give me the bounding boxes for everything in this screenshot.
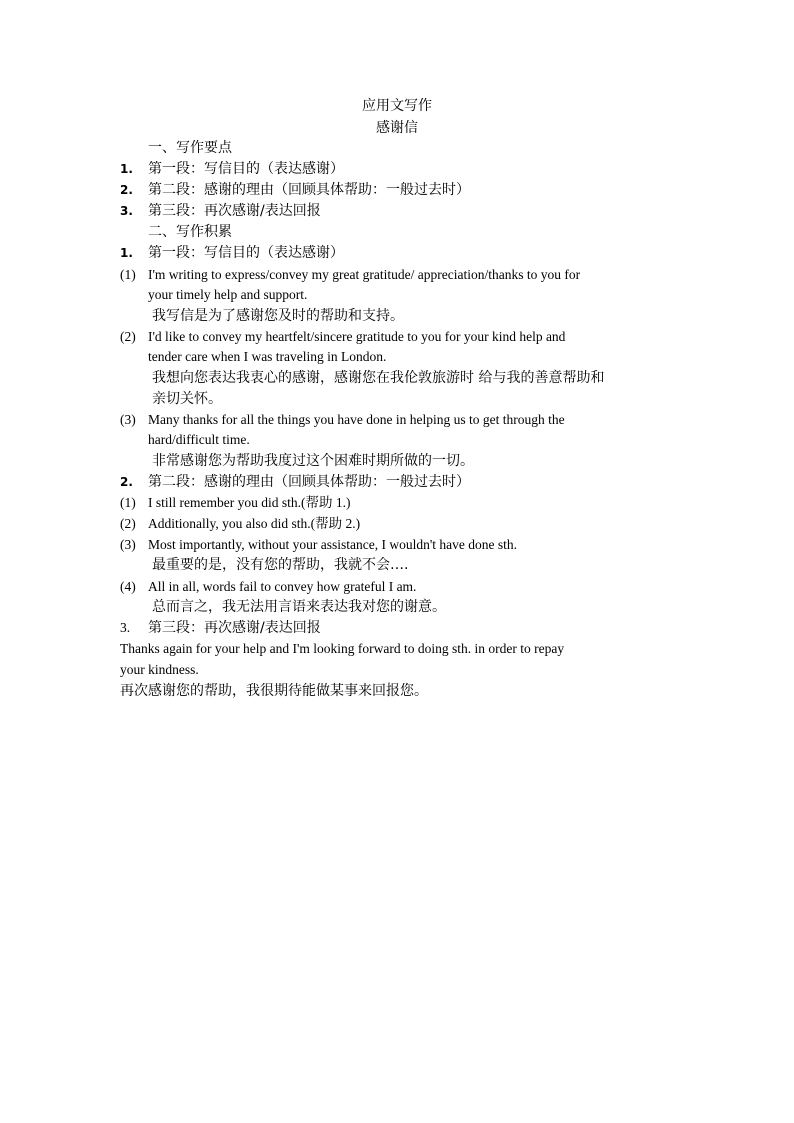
- para3-number: 3.: [120, 620, 131, 635]
- para2-sentence2-english: Additionally, you also did sth.(帮助 2.): [148, 516, 361, 531]
- section1-item2-number: 2.: [120, 183, 133, 197]
- para2-sentence4-number: (4): [120, 579, 136, 594]
- para1-sentence2-english-line1: I'd like to convey my heartfelt/sincere gratitude to you for your kind help and: [148, 329, 566, 344]
- para3-title: 第三段：再次感谢/表达回报: [148, 620, 321, 636]
- section1-item3-number: 3.: [120, 204, 133, 218]
- para3-english-line2: your kindness.: [120, 662, 199, 677]
- para1-sentence1-number: (1): [120, 267, 136, 282]
- para1-sentence1-english-line2: your timely help and support.: [148, 287, 308, 302]
- para1-number: 1.: [120, 246, 133, 260]
- para1-sentence2-number: (2): [120, 329, 136, 344]
- para3-chinese: 再次感谢您的帮助，我很期待能做某事来回报您。: [120, 683, 428, 699]
- para1-sentence1-english-line1: I'm writing to express/convey my great gratitude/ appreciation/thanks to you for: [148, 267, 581, 282]
- para2-sentence4-english: All in all, words fail to convey how grateful I am.: [148, 579, 417, 594]
- para2-sentence3-english: Most importantly, without your assistance, I wouldn't have done sth.: [148, 537, 518, 552]
- para2-title: 第二段：感谢的理由（回顾具体帮助：一般过去时）: [148, 474, 470, 490]
- para1-sentence3-chinese: 非常感谢您为帮助我度过这个困难时期所做的一切。: [152, 453, 474, 469]
- para1-sentence3-english-line1: Many thanks for all the things you have done in helping us to get through the: [148, 412, 565, 427]
- document-title: 应用文写作: [362, 98, 432, 114]
- para3-english-line1: Thanks again for your help and I'm looking forward to doing sth. in order to repay: [120, 641, 565, 656]
- para2-sentence1-english: I still remember you did sth.(帮助 1.): [148, 495, 351, 510]
- para2-sentence4-chinese: 总而言之，我无法用言语来表达我对您的谢意。: [152, 599, 446, 615]
- para2-sentence3-number: (3): [120, 537, 136, 552]
- para1-sentence3-english-line2: hard/difficult time.: [148, 432, 250, 447]
- section1-item1-number: 1.: [120, 162, 133, 176]
- para1-sentence2-chinese-line1: 我想向您表达我衷心的感谢，感谢您在我伦敦旅游时 给与我的善意帮助和: [152, 370, 605, 386]
- para1-sentence2-english-line2: tender care when I was traveling in London.: [148, 349, 387, 364]
- para1-sentence2-chinese-line2: 亲切关怀。: [152, 391, 222, 407]
- section1-item3-text: 第三段：再次感谢/表达回报: [148, 203, 321, 219]
- para1-sentence1-chinese: 我写信是为了感谢您及时的帮助和支持。: [152, 308, 404, 324]
- section1-item2-text: 第二段：感谢的理由（回顾具体帮助：一般过去时）: [148, 182, 470, 198]
- para2-sentence3-chinese: 最重要的是，没有您的帮助，我就不会….: [152, 557, 409, 573]
- section1-item1-text: 第一段：写信目的（表达感谢）: [148, 161, 344, 177]
- para2-sentence2-number: (2): [120, 516, 136, 531]
- para2-number: 2.: [120, 475, 133, 489]
- para2-sentence1-number: (1): [120, 495, 136, 510]
- para1-title: 第一段：写信目的（表达感谢）: [148, 245, 344, 261]
- para1-sentence3-number: (3): [120, 412, 136, 427]
- section1-heading: 一、写作要点: [148, 140, 232, 156]
- document-subtitle: 感谢信: [376, 120, 418, 136]
- section2-heading: 二、写作积累: [148, 224, 232, 240]
